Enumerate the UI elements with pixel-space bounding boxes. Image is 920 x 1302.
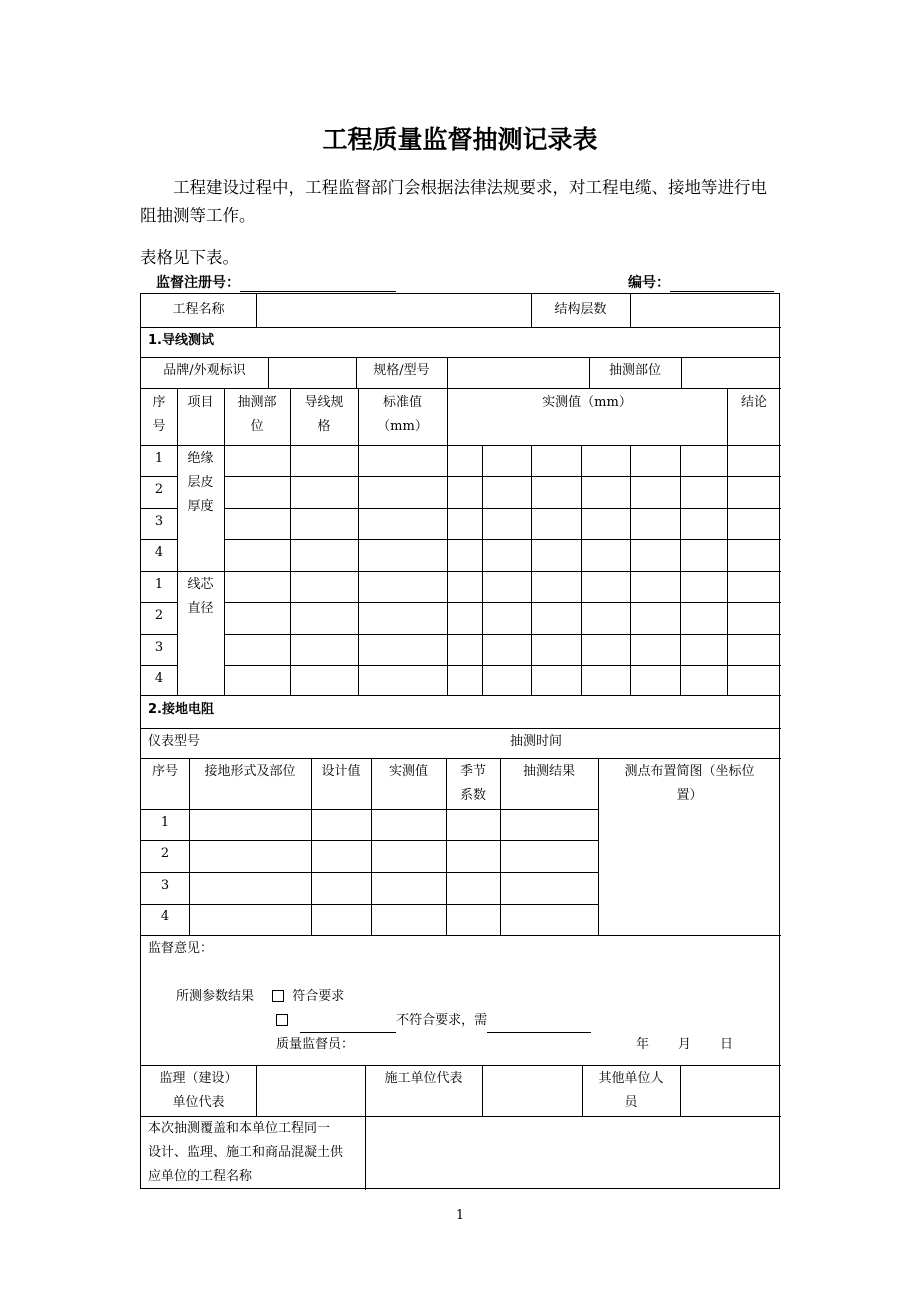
date-month-label: 月 — [678, 1037, 692, 1052]
ground-row-number: 4 — [160, 909, 170, 924]
not-meets-requirement-checkbox[interactable] — [276, 1014, 288, 1026]
ground-measured-header: 实测值 — [388, 764, 428, 779]
section-ground-resistance-title: 2.接地电阻 — [148, 702, 214, 717]
supervision-opinion-label: 监督意见： — [148, 941, 214, 956]
quality-inspector-label: 质量监督员： — [276, 1037, 355, 1052]
project-name-label: 工程名称 — [172, 302, 225, 317]
spec-input[interactable] — [448, 358, 588, 387]
wire-row-number: 4 — [154, 671, 164, 686]
not-meets-blank[interactable] — [300, 1018, 396, 1033]
layout-sketch-area[interactable] — [599, 810, 779, 934]
wire-row-number: 2 — [154, 482, 164, 497]
not-meets-requirement-label: 不符合要求，需 — [396, 1013, 488, 1028]
brand-input[interactable] — [269, 358, 355, 387]
instrument-model-label: 仪表型号 — [148, 734, 201, 749]
meets-requirement-label: 符合要求 — [292, 989, 345, 1004]
spec-label: 规格/型号 — [373, 363, 430, 378]
date-year-label: 年 — [636, 1037, 650, 1052]
constructor-representative-label: 施工单位代表 — [384, 1071, 463, 1086]
test-part-label: 抽测部位 — [608, 363, 661, 378]
wire-row-number: 3 — [154, 514, 164, 529]
insulation-thickness-label: 绝缘 层皮 厚度 — [187, 451, 214, 514]
structure-floors-input[interactable] — [631, 295, 779, 326]
inspection-form-table — [140, 293, 780, 1189]
constructor-signature-field[interactable] — [483, 1066, 581, 1115]
other-units-label: 其他单位人 员 — [598, 1071, 664, 1110]
test-part-input[interactable] — [682, 358, 779, 387]
ground-row-number: 1 — [160, 815, 170, 830]
supervisor-representative-label: 监理（建设） 单位代表 — [159, 1071, 238, 1110]
registration-number-field — [156, 272, 396, 292]
ground-row-number: 3 — [160, 878, 170, 893]
document-number-blank[interactable] — [670, 276, 774, 292]
wire-row-number: 3 — [154, 640, 164, 655]
document-number-label: 编号： — [628, 275, 670, 291]
coverage-label: 本次抽测覆盖和本单位工程同一 设计、监理、施工和商品混凝土供 应单位的工程名称 — [148, 1121, 344, 1184]
meets-requirement-checkbox[interactable] — [272, 990, 284, 1002]
core-diameter-label: 线芯 直径 — [187, 577, 214, 616]
requirement-blank[interactable] — [487, 1018, 591, 1033]
project-name-input[interactable] — [257, 295, 530, 326]
brand-label: 品牌/外观标识 — [163, 363, 246, 378]
wire-standard-header: 标准值 （mm） — [377, 395, 428, 434]
registration-number-label: 监督注册号： — [156, 275, 240, 291]
intro-paragraph: 工程建设过程中，工程监督部门会根据法律法规要求，对工程电缆、接地等进行电阻抽测等工作。 — [140, 178, 767, 225]
date-day-label: 日 — [720, 1037, 734, 1052]
ground-layout-header: 测点布置简图（坐标位 置） — [624, 764, 755, 803]
supervisor-signature-field[interactable] — [257, 1066, 364, 1115]
wire-row-number: 1 — [154, 451, 164, 466]
document-number-field — [628, 272, 774, 292]
ground-design-header: 设计值 — [321, 764, 361, 779]
structure-floors-label: 结构层数 — [554, 302, 607, 317]
section-wire-test-title: 1.导线测试 — [148, 333, 214, 348]
page-title: 工程质量监督抽测记录表 — [322, 125, 598, 154]
registration-number-blank[interactable] — [240, 276, 396, 292]
wire-measured-header: 实测值（mm） — [542, 395, 632, 410]
wire-row-number: 1 — [154, 577, 164, 592]
wire-seq-header: 序 号 — [152, 395, 166, 434]
wire-part-header: 抽测部 位 — [237, 395, 277, 434]
table-note: 表格见下表。 — [140, 248, 239, 267]
wire-conclusion-header: 结论 — [740, 395, 767, 410]
ground-row-number: 2 — [160, 846, 170, 861]
wire-row-number: 4 — [154, 545, 164, 560]
ground-seq-header: 序号 — [151, 764, 178, 779]
not-meets-line — [276, 1009, 591, 1033]
parameter-result-line — [176, 985, 344, 1009]
parameter-result-label: 所测参数结果 — [176, 989, 255, 1004]
ground-form-header: 接地形式及部位 — [204, 764, 296, 779]
ground-result-header: 抽测结果 — [522, 764, 575, 779]
coverage-project-names-field[interactable] — [366, 1117, 779, 1188]
wire-spec-header: 导线规 格 — [304, 395, 344, 434]
other-units-signature-field[interactable] — [681, 1066, 779, 1115]
ground-season-header: 季节 系数 — [459, 764, 486, 803]
page-number: 1 — [455, 1208, 465, 1223]
wire-row-number: 2 — [154, 608, 164, 623]
wire-item-header: 项目 — [187, 395, 214, 410]
test-time-label: 抽测时间 — [510, 734, 563, 749]
